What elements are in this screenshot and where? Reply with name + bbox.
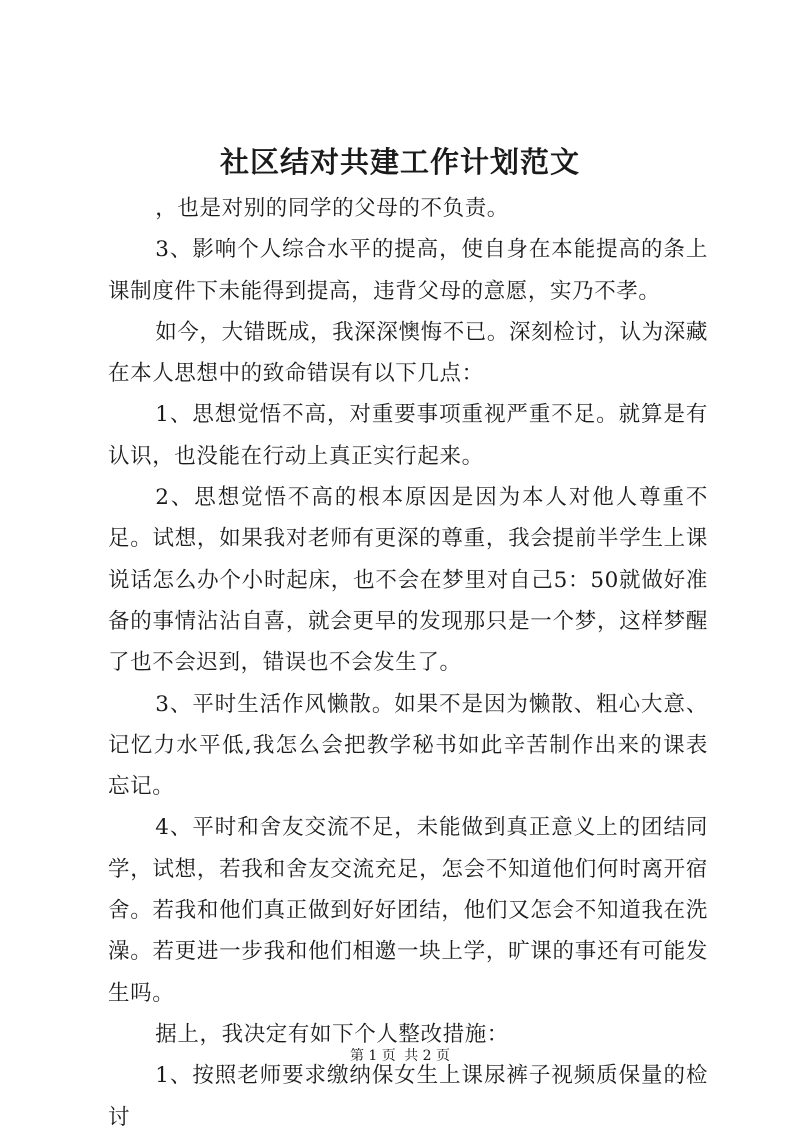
paragraph: 1、思想觉悟不高，对重要事项重视严重不足。就算是有认识，也没能在行动上真正实行起来。: [108, 402, 708, 469]
paragraph: 3、影响个人综合水平的提高，使自身在本能提高的条上课制度件下未能得到提高，违背父母的意愿，实乃不孝。: [108, 237, 708, 304]
paragraph: 4、平时和舍友交流不足，未能做到真正意义上的团结同学，试想，若我和舍友交流充足，怎会不知道他们何时离开宿舍。若我和他们真正做到好好团结，他们又怎会不知道我在洗澡。若更进一步我和他们相邀一块上学，旷课的事还有可能发生吗。: [108, 815, 708, 1006]
document-body: [108, 188, 708, 1138]
paragraph: ，也是对别的同学的父母的不负责。: [155, 196, 509, 221]
page-total: 共 2 页: [404, 1048, 451, 1064]
page-footer: [0, 1046, 800, 1066]
page-number: 第 1 页: [349, 1048, 396, 1064]
paragraph: 如今，大错既成，我深深懊悔不已。深刻检讨，认为深藏在本人思想中的致命错误有以下几点：: [108, 319, 708, 387]
paragraph: 据上，我决定有如下个人整改措施：: [155, 1021, 509, 1047]
paragraph: 3、平时生活作风懒散。如果不是因为懒散、粗心大意、记忆力水平低,我怎么会把教学秘书如此辛苦制作出来的课表忘记。: [108, 691, 708, 800]
document-title: 社区结对共建工作计划范文: [219, 145, 580, 179]
paragraph: 2、思想觉悟不高的根本原因是因为本人对他人尊重不足。试想，如果我对老师有更深的尊重，我会提前半学生上课说话怎么办个小时起床，也不会在梦里对自己5：50就做好准备的事情沾沾自喜，就会更早的发现那只是一个梦，这样梦醒了也不会迟到，错误也不会发生了。: [108, 485, 708, 676]
paragraph: 1、按照老师要求缴纳保女生上课尿裤子视频质保量的检讨: [108, 1063, 708, 1130]
